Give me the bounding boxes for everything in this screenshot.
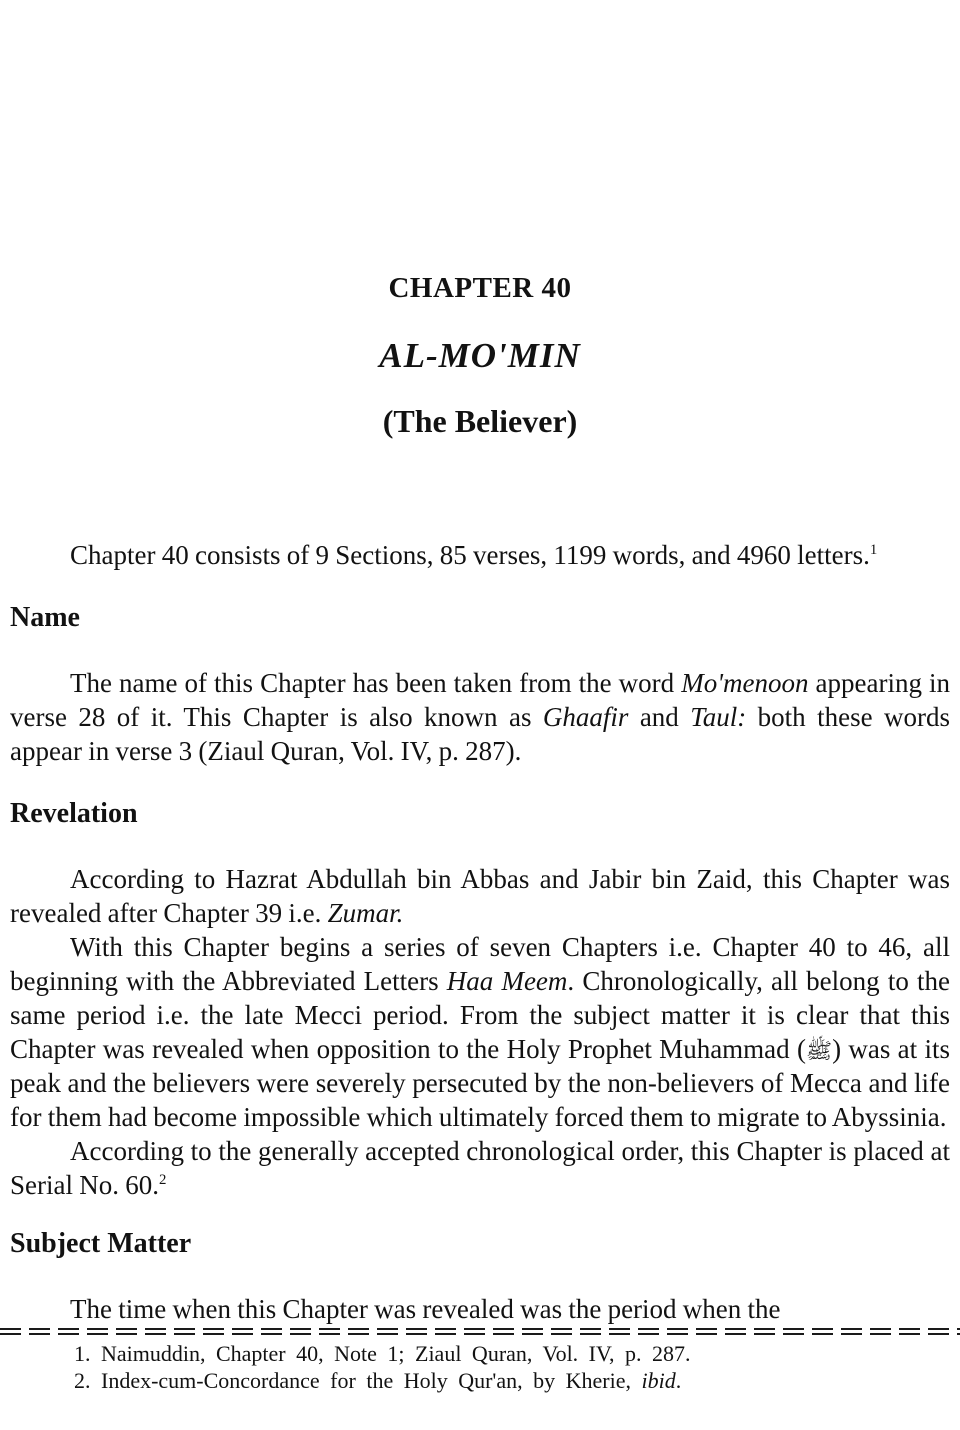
- italic-term: ibid: [641, 1368, 676, 1393]
- revelation-paragraph-1: According to Hazrat Abdullah bin Abbas and Jabir bin Zaid, this Chapter was revealed after Chapter 39 i.e. Zumar.: [10, 864, 950, 928]
- italic-term: Mo'menoon: [681, 668, 809, 698]
- intro-paragraph: Chapter 40 consists of 9 Sections, 85 verses, 1199 words, and 4960 letters.$^1$: [70, 540, 878, 570]
- chapter-title: AL-MO'MIN: [379, 336, 581, 375]
- italic-term: Zumar.: [327, 898, 404, 928]
- italic-term: Haa Meem: [446, 966, 568, 996]
- subject-matter-paragraph: The time when this Chapter was revealed was the period when the: [70, 1294, 781, 1324]
- section-heading-revelation: Revelation: [10, 798, 138, 829]
- italic-term: Taul:: [690, 702, 747, 732]
- footnotes: [10, 1340, 950, 1394]
- section-heading-subject-matter: Subject Matter: [10, 1228, 192, 1259]
- chapter-subtitle: (The Believer): [382, 403, 578, 439]
- italic-term: Ghaafir: [542, 702, 629, 732]
- footnote-separator-line-bottom: [0, 1333, 960, 1335]
- revelation-paragraph-3: According to the generally accepted chronological order, this Chapter is placed at Serial No. 60.$^2$: [10, 1136, 950, 1200]
- chapter-heading: CHAPTER 40: [388, 272, 572, 304]
- footnote-marker: 2: [158, 1172, 167, 1188]
- footnote-separator: [0, 1328, 960, 1335]
- footnote-separator-line-top: [0, 1328, 960, 1330]
- section-heading-name: Name: [10, 602, 80, 633]
- name-paragraph: The name of this Chapter has been taken from the word Mo'menoon appearing in verse 28 of it. This Chapter is also known as Ghaafir and Taul: both these words appear in verse 3 (Ziaul Quran, Vol. IV, p. 287).: [10, 668, 951, 766]
- prophet-honorific-symbol: ﷺ: [805, 1039, 833, 1064]
- footnote-item-2: 2. Index-cum-Concordance for the Holy Qur'an, by Kherie, ibid.: [74, 1368, 682, 1393]
- revelation-paragraph-2: With this Chapter begins a series of seven Chapters i.e. Chapter 40 to 46, all beginning with the Abbreviated Letters Haa Meem. Chronologically, all belong to the same period i.e. the late Mecci period. From the subject matter it is clear that this Chapter was revealed when opposition to the Holy Prophet Muhammad (ﷺ) was at its peak and the believers were severely persecuted by the non-believers of Mecca and life for them had become impossible which ultimately forced them to migrate to Abyssinia.: [10, 932, 950, 1132]
- footnote-item-1: 1. Naimuddin, Chapter 40, Note 1; Ziaul Quran, Vol. IV, p. 287.: [74, 1341, 691, 1366]
- footnote-marker: 1: [869, 542, 878, 558]
